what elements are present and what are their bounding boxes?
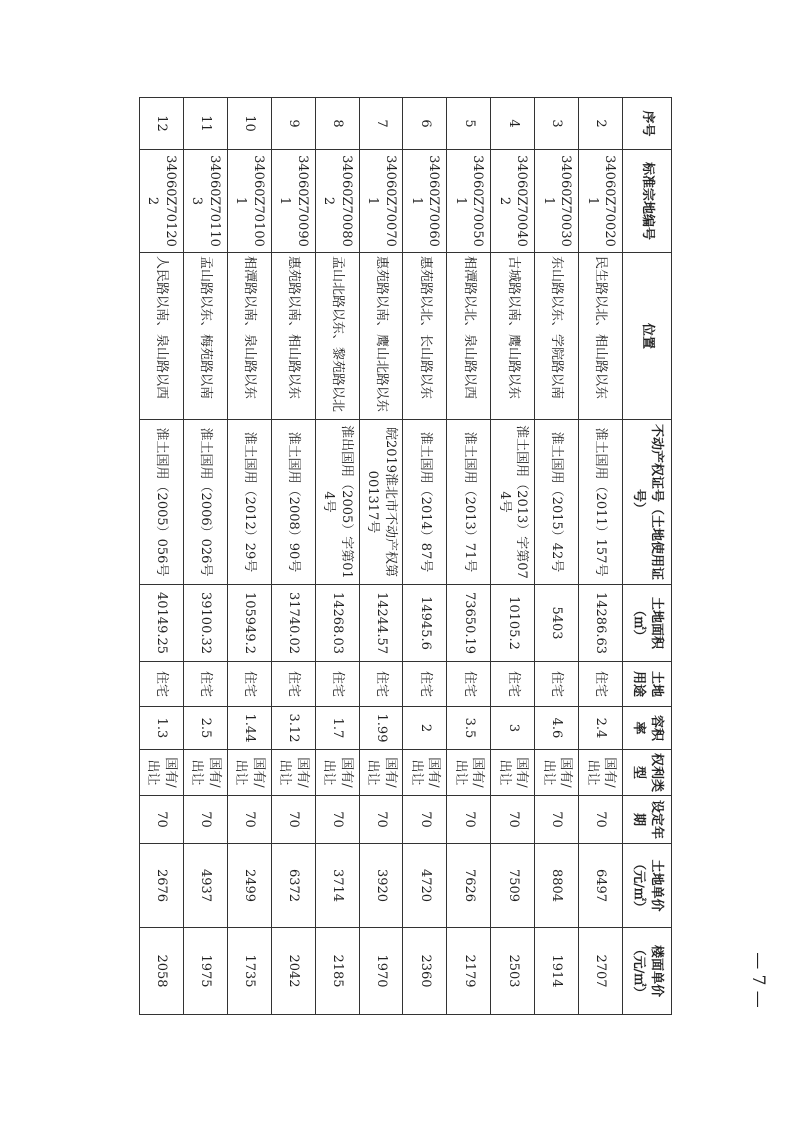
cell-land-price: 3920 <box>359 844 403 928</box>
cell-right-type: 国有/出让 <box>447 750 491 796</box>
header-floor-price: 楼面单价（元/㎡） <box>623 928 672 1015</box>
cell-floor-price: 1735 <box>227 928 271 1015</box>
cell-use: 住宅 <box>579 662 623 707</box>
cell-area: 14945.6 <box>403 585 447 662</box>
header-row <box>623 98 672 1015</box>
cell-right-type: 国有/出让 <box>140 750 184 796</box>
header-land-price: 土地单价（元/㎡） <box>623 844 672 928</box>
cell-code: 34060Z700901 <box>271 150 315 253</box>
cell-location: 人民路以南、泉山路以西 <box>140 253 184 420</box>
cell-certificate: 淮土国用（2012）29号 <box>227 420 271 585</box>
cell-seq: 2 <box>579 98 623 150</box>
cell-land-price: 3714 <box>315 844 359 928</box>
table-row <box>447 98 491 1015</box>
cell-certificate: 皖2019淮北市不动产权第001317号 <box>359 420 403 585</box>
cell-floor-price: 2503 <box>491 928 535 1015</box>
header-far: 容积率 <box>623 707 672 750</box>
cell-land-price: 6497 <box>579 844 623 928</box>
cell-far: 4.6 <box>535 707 579 750</box>
cell-code: 34060Z700201 <box>579 150 623 253</box>
cell-code: 34060Z700802 <box>315 150 359 253</box>
cell-floor-price: 2360 <box>403 928 447 1015</box>
header-location: 位置 <box>623 253 672 420</box>
table-row <box>403 98 447 1015</box>
header-code: 标准宗地编号 <box>623 150 672 253</box>
cell-right-type: 国有/出让 <box>315 750 359 796</box>
cell-term: 70 <box>183 796 227 844</box>
cell-term: 70 <box>403 796 447 844</box>
cell-seq: 8 <box>315 98 359 150</box>
cell-far: 3 <box>491 707 535 750</box>
cell-land-price: 7626 <box>447 844 491 928</box>
cell-use: 住宅 <box>140 662 184 707</box>
cell-area: 14244.57 <box>359 585 403 662</box>
cell-code: 34060Z700402 <box>491 150 535 253</box>
cell-term: 70 <box>579 796 623 844</box>
cell-certificate: 淮出国用（2005）字第014号 <box>315 420 359 585</box>
cell-far: 2.4 <box>579 707 623 750</box>
cell-right-type: 国有/出让 <box>227 750 271 796</box>
cell-code: 34060Z700501 <box>447 150 491 253</box>
cell-code: 34060Z701001 <box>227 150 271 253</box>
cell-location: 古城路以南、鹰山路以东 <box>491 253 535 420</box>
cell-certificate: 淮土国用（2006）026号 <box>183 420 227 585</box>
table-row <box>579 98 623 1015</box>
table-row <box>271 98 315 1015</box>
cell-use: 住宅 <box>491 662 535 707</box>
cell-land-price: 4720 <box>403 844 447 928</box>
cell-area: 73650.19 <box>447 585 491 662</box>
cell-term: 70 <box>447 796 491 844</box>
cell-right-type: 国有/出让 <box>359 750 403 796</box>
cell-location: 惠苑路以南、鹰山北路以东 <box>359 253 403 420</box>
cell-floor-price: 2058 <box>140 928 184 1015</box>
cell-term: 70 <box>227 796 271 844</box>
cell-area: 40149.25 <box>140 585 184 662</box>
cell-code: 34060Z701202 <box>140 150 184 253</box>
cell-seq: 9 <box>271 98 315 150</box>
cell-certificate: 淮土国用（2005）056号 <box>140 420 184 585</box>
table-row <box>315 98 359 1015</box>
table-row <box>227 98 271 1015</box>
cell-certificate: 淮土国用（2013）字第074号 <box>491 420 535 585</box>
cell-seq: 11 <box>183 98 227 150</box>
page-number: — 7 — <box>748 952 768 1008</box>
cell-area: 39100.32 <box>183 585 227 662</box>
cell-use: 住宅 <box>535 662 579 707</box>
cell-right-type: 国有/出让 <box>403 750 447 796</box>
cell-floor-price: 1975 <box>183 928 227 1015</box>
cell-term: 70 <box>359 796 403 844</box>
cell-certificate: 淮土国用（2013）71号 <box>447 420 491 585</box>
cell-code: 34060Z700701 <box>359 150 403 253</box>
cell-certificate: 淮土国用（2008）90号 <box>271 420 315 585</box>
cell-location: 民生路以北、相山路以东 <box>579 253 623 420</box>
cell-far: 1.3 <box>140 707 184 750</box>
cell-certificate: 淮土国用（2015）42号 <box>535 420 579 585</box>
cell-area: 14286.63 <box>579 585 623 662</box>
cell-right-type: 国有/出让 <box>579 750 623 796</box>
cell-far: 1.7 <box>315 707 359 750</box>
cell-term: 70 <box>491 796 535 844</box>
header-use: 土地用途 <box>623 662 672 707</box>
table-row <box>359 98 403 1015</box>
cell-use: 住宅 <box>271 662 315 707</box>
cell-far: 2 <box>403 707 447 750</box>
cell-floor-price: 1970 <box>359 928 403 1015</box>
header-seq: 序号 <box>623 98 672 150</box>
cell-seq: 10 <box>227 98 271 150</box>
cell-far: 1.99 <box>359 707 403 750</box>
cell-land-price: 2499 <box>227 844 271 928</box>
cell-land-price: 6372 <box>271 844 315 928</box>
cell-term: 70 <box>271 796 315 844</box>
cell-land-price: 4937 <box>183 844 227 928</box>
table-row <box>140 98 184 1015</box>
cell-area: 14268.03 <box>315 585 359 662</box>
cell-floor-price: 2707 <box>579 928 623 1015</box>
table-frame <box>139 97 672 1014</box>
cell-land-price: 8804 <box>535 844 579 928</box>
cell-term: 70 <box>535 796 579 844</box>
header-right-type: 权利类型 <box>623 750 672 796</box>
table-row <box>535 98 579 1015</box>
cell-land-price: 2676 <box>140 844 184 928</box>
cell-right-type: 国有/出让 <box>535 750 579 796</box>
cell-right-type: 国有/出让 <box>183 750 227 796</box>
table-body <box>140 98 623 1015</box>
cell-use: 住宅 <box>403 662 447 707</box>
cell-far: 1.44 <box>227 707 271 750</box>
cell-location: 孟山北路以东、黎苑路以北 <box>315 253 359 420</box>
cell-use: 住宅 <box>359 662 403 707</box>
cell-use: 住宅 <box>315 662 359 707</box>
cell-floor-price: 2179 <box>447 928 491 1015</box>
cell-location: 相潭路以南、泉山路以东 <box>227 253 271 420</box>
cell-area: 105949.2 <box>227 585 271 662</box>
cell-seq: 6 <box>403 98 447 150</box>
cell-location: 惠苑路以北、长山路以东 <box>403 253 447 420</box>
cell-code: 34060Z700301 <box>535 150 579 253</box>
cell-floor-price: 2185 <box>315 928 359 1015</box>
cell-seq: 4 <box>491 98 535 150</box>
cell-far: 3.12 <box>271 707 315 750</box>
cell-floor-price: 2042 <box>271 928 315 1015</box>
cell-location: 东山路以东、学院路以南 <box>535 253 579 420</box>
cell-code: 34060Z701103 <box>183 150 227 253</box>
cell-location: 惠苑路以南、相山路以东 <box>271 253 315 420</box>
cell-certificate: 淮土国用（2014）87号 <box>403 420 447 585</box>
cell-area: 5403 <box>535 585 579 662</box>
cell-land-price: 7509 <box>491 844 535 928</box>
cell-seq: 7 <box>359 98 403 150</box>
cell-seq: 12 <box>140 98 184 150</box>
cell-area: 10105.2 <box>491 585 535 662</box>
header-term: 设定年期 <box>623 796 672 844</box>
cell-far: 3.5 <box>447 707 491 750</box>
header-certificate: 不动产权证号（土地使用证号） <box>623 420 672 585</box>
cell-code: 34060Z700601 <box>403 150 447 253</box>
cell-floor-price: 1914 <box>535 928 579 1015</box>
cell-area: 31740.02 <box>271 585 315 662</box>
cell-location: 相潭路以北、泉山路以西 <box>447 253 491 420</box>
cell-right-type: 国有/出让 <box>491 750 535 796</box>
cell-use: 住宅 <box>447 662 491 707</box>
cell-certificate: 淮土国用（2011）157号 <box>579 420 623 585</box>
cell-term: 70 <box>315 796 359 844</box>
table-row <box>491 98 535 1015</box>
cell-far: 2.5 <box>183 707 227 750</box>
cell-term: 70 <box>140 796 184 844</box>
cell-use: 住宅 <box>183 662 227 707</box>
table-row <box>183 98 227 1015</box>
cell-location: 孟山路以东、梅苑路以南 <box>183 253 227 420</box>
cell-seq: 5 <box>447 98 491 150</box>
cell-right-type: 国有/出让 <box>271 750 315 796</box>
cell-seq: 3 <box>535 98 579 150</box>
cell-use: 住宅 <box>227 662 271 707</box>
land-price-table <box>139 97 672 1015</box>
header-area: 土地面积（㎡） <box>623 585 672 662</box>
